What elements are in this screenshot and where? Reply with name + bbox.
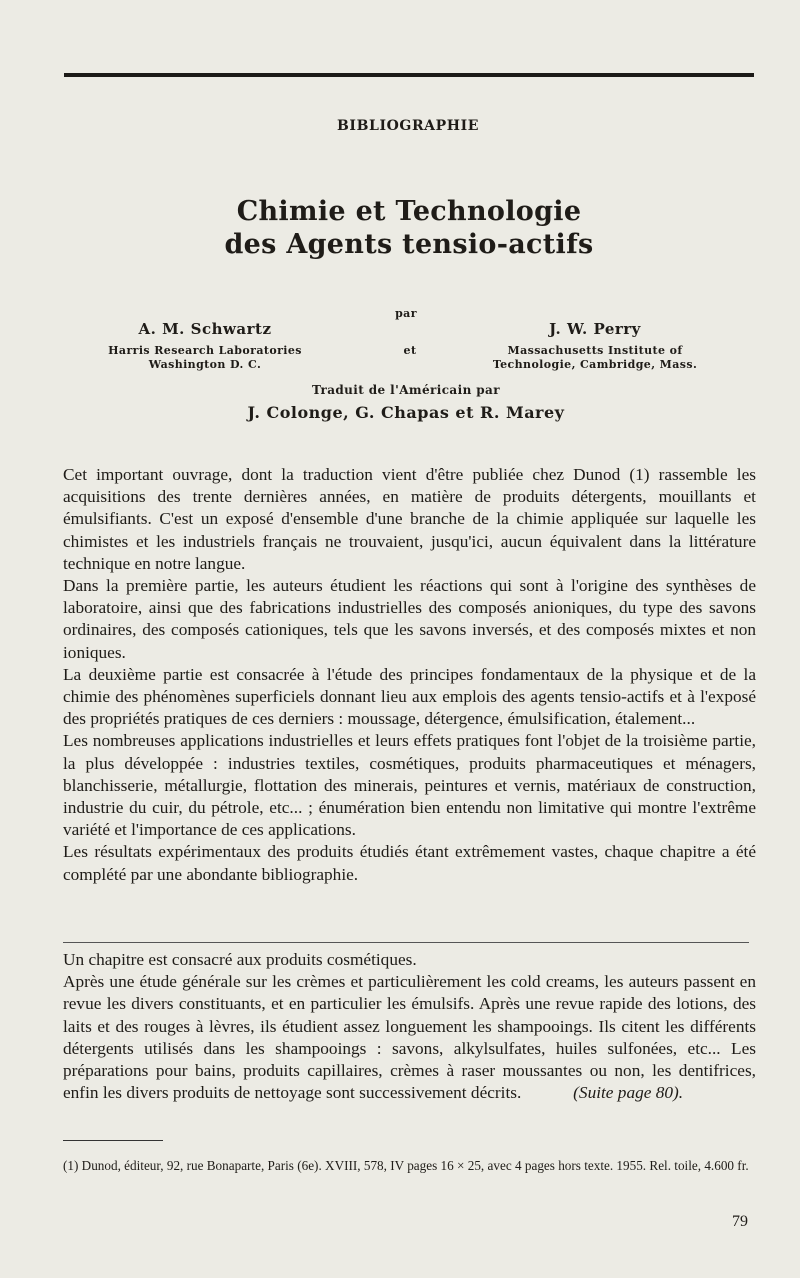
paragraph [63, 971, 756, 1104]
affiliation-left-line1: Harris Research Laboratories [108, 344, 302, 357]
paragraph: Les résultats expérimentaux des produits étudiés étant extrêmement vastes, chaque chapitre a été complété par une abondante bibliographie. [63, 842, 756, 884]
paragraph-text: Après une étude générale sur les crèmes et particulièrement les cold creams, les auteurs passent en revue les divers constituants, et en particulier les émulsifs. Après une revue rapide des lotions, des laits et des rouges à lèvres, ils étudient assez longuement les shampooings. Ils citent les différents détergents utilisés dans les shampooings : savons, alkylsulfates, huiles sulfonées, etc... Les préparations pour bains, produits capillaires, crèmes à raser moussantes ou non, les dentifrices, enfin les divers produits de nettoyage sont successivement décrits. [63, 972, 756, 1103]
affiliation-left-line2: Washington D. C. [148, 358, 262, 371]
author-schwartz: A. M. Schwartz [138, 320, 272, 338]
affiliation-right-line2: Technologie, Cambridge, Mass. [492, 358, 698, 371]
by-label: par [395, 307, 417, 320]
translators: J. Colonge, G. Chapas et R. Marey [247, 403, 565, 422]
affiliation-right-line1: Massachusetts Institute of [507, 344, 683, 357]
footnote: (1) Dunod, éditeur, 92, rue Bonaparte, Paris (6e). XVIII, 578, IV pages 16 × 25, avec 4 pages hors texte. 1955. Rel. toile, 4.600 fr. [63, 1158, 749, 1173]
footnote-rule [63, 1140, 163, 1141]
page-number: 79 [732, 1213, 748, 1230]
author-perry: J. W. Perry [549, 320, 641, 338]
paragraph: Un chapitre est consacré aux produits cosmétiques. [63, 950, 417, 969]
paragraph: Cet important ouvrage, dont la traduction vient d'être publiée chez Dunod (1) rassemble les acquisitions des trente dernières années, en matière de produits détergents, mouillants et émulsifiants. C'est un exposé d'ensemble d'une branche de la chimie appliquée sur laquelle les chimistes et les industriels français ne trouvaient, jusqu'ici, aucun équivalent dans la littérature technique en notre langue. [63, 465, 756, 573]
paragraph: Les nombreuses applications industrielles et leurs effets pratiques font l'objet de la troisième partie, la plus développée : industries textiles, cosmétiques, produits pharmaceutiques et ménagers, blanchisserie, métallurgie, flottation des minerais, peintures et vernis, matériaux de construction, industrie du cuir, du pétrole, etc... ; énumération bien entendu non limitative qui montre l'extrême variété et l'importance de ces applications. [63, 731, 756, 840]
paragraph: La deuxième partie est consacrée à l'étude des principes fondamentaux de la physique et de la chimie des phénomènes superficiels donnant lieu aux emplois des agents tensio-actifs et à l'exposé des propriétés pratiques de ces derniers : moussage, détergence, émulsification, étalement... [63, 664, 756, 729]
section-divider [63, 942, 749, 943]
paragraph: Dans la première partie, les auteurs étudient les réactions qui sont à l'origine des synthèses de laboratoire, ainsi que des fabrications industrielles des composés anioniques, du type des savons ordinaires, des composés cationiques, tels que les savons inversés, et des composés mixtes et non ioniques. [63, 576, 756, 662]
section-label: BIBLIOGRAPHIE [336, 118, 480, 134]
review-body [63, 464, 756, 886]
top-rule [64, 73, 754, 77]
cosmetics-section [63, 949, 756, 1104]
title-line-2: des Agents tensio-actifs [224, 229, 594, 260]
and-label: et [403, 344, 417, 357]
continued-note: (Suite page 80). [573, 1083, 684, 1103]
translated-by-label: Traduit de l'Américain par [312, 383, 500, 397]
title-line-1: Chimie et Technologie [236, 196, 582, 227]
